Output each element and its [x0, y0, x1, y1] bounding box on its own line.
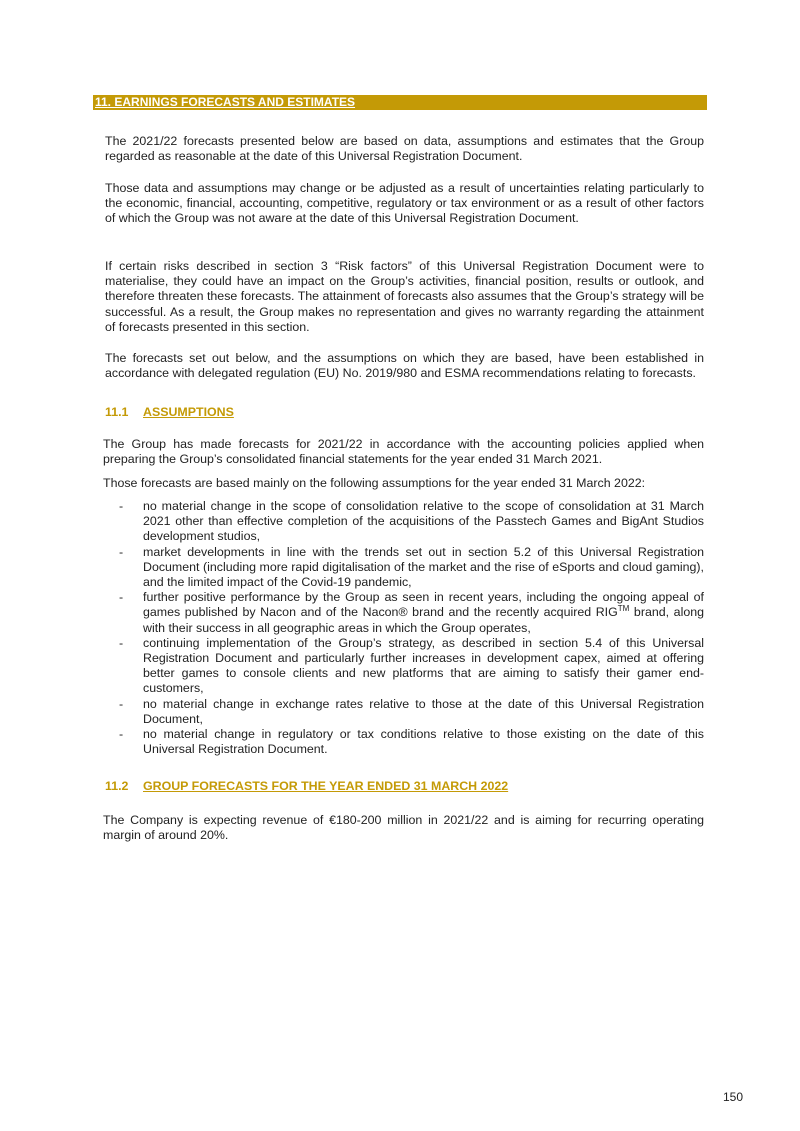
- intro-paragraph: The forecasts set out below, and the assumptions on which they are based, have been established in accordance with delegated regulation (EU) No. 2019/980 and ESMA recommendations relating to forecasts.: [105, 351, 704, 381]
- list-item: - further positive performance by the Group as seen in recent years, including the ongoing appeal of games published by Nacon and of the Nacon® brand and the recently acquired RIG™ brand, along with their success in all geographic areas in which the Group operates,: [119, 590, 704, 635]
- group-forecasts-paragraph: The Company is expecting revenue of €180-200 million in 2021/22 and is aiming for recurring operating margin of around 20%.: [103, 813, 704, 843]
- assumptions-number: 11.1: [105, 405, 129, 419]
- page-number: 150: [723, 1090, 744, 1104]
- list-item: - continuing implementation of the Group’s strategy, as described in section 5.4 of this Universal Registration Document and particularly further increases in development capex, aimed at offering better games to console clients and new platforms that are aiming to satisfy their gamer end-customers,: [119, 635, 704, 696]
- assumptions-title: ASSUMPTIONS: [143, 405, 234, 419]
- list-item: - no material change in the scope of consolidation relative to the scope of consolidation at 31 March 2021 other than effective completion of the acquisitions of the Passtech Games and BigAnt Studios development studios,: [119, 499, 704, 544]
- list-item: - market developments in line with the trends set out in section 5.2 of this Universal Registration Document (including more rapid digitalisation of the market and the rise of eSports and cloud gaming), and the limited impact of the Covid-19 pandemic,: [119, 544, 704, 590]
- group-forecasts-number: 11.2: [105, 779, 129, 793]
- section-heading: [93, 95, 707, 110]
- assumptions-paragraph: Those forecasts are based mainly on the following assumptions for the year ended 31 March 2022:: [103, 476, 646, 490]
- intro-paragraph: The 2021/22 forecasts presented below are based on data, assumptions and estimates that the Group regarded as reasonable at the date of this Universal Registration Document.: [105, 134, 704, 164]
- group-forecasts-heading: [105, 779, 508, 794]
- intro-paragraph: Those data and assumptions may change or be adjusted as a result of uncertainties relating particularly to the economic, financial, accounting, competitive, regulatory or tax environment or as a result of other factors of which the Group was not aware at the date of this Universal Registration Document.: [105, 181, 704, 226]
- intro-paragraph: If certain risks described in section 3 “Risk factors” of this Universal Registration Document were to materialise, they could have an impact on the Group’s activities, financial position, results or outlook, and therefore threaten these forecasts. The attainment of forecasts also assumes that the Group’s strategy will be successful. As a result, the Group makes no representation and gives no warranty regarding the attainment of forecasts presented in this section.: [105, 259, 704, 334]
- list-item: - no material change in exchange rates relative to those at the date of this Universal Registration Document,: [119, 696, 704, 726]
- section-title: 11. EARNINGS FORECASTS AND ESTIMATES: [95, 95, 356, 109]
- assumptions-paragraph: The Group has made forecasts for 2021/22 in accordance with the accounting policies applied when preparing the Group’s consolidated financial statements for the year ended 31 March 2021.: [103, 437, 704, 467]
- assumptions-list: [103, 499, 704, 757]
- assumptions-heading: [105, 405, 234, 420]
- trademark-superscript: TM: [617, 604, 630, 614]
- group-forecasts-title: GROUP FORECASTS FOR THE YEAR ENDED 31 MARCH 2022: [143, 779, 509, 793]
- list-item: - no material change in regulatory or tax conditions relative to those existing on the date of this Universal Registration Document.: [119, 727, 704, 757]
